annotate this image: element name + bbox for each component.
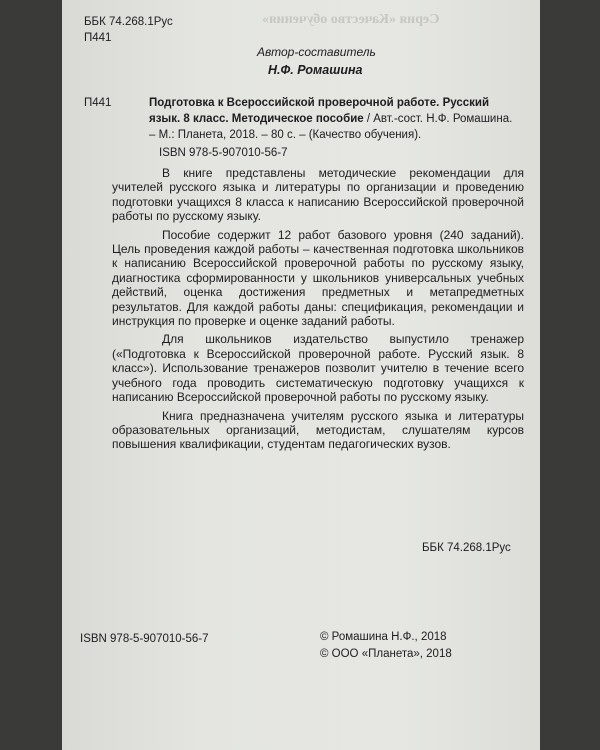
copyright-author: © Ромашина Н.Ф., 2018 [320, 631, 447, 643]
author-label: Автор-составитель [257, 45, 376, 59]
bbk-code-bottom: ББК 74.268.1Рус [422, 542, 511, 554]
annotation-paragraph: В книге представлены методические рекомендации для учителей русского языка и литературы по организации и проведению подготовки учащихся 8 класса к написанию Всероссийской проверочной работы по русскому языку. [112, 166, 524, 224]
catalog-code: П441 [84, 97, 112, 109]
isbn-bottom: ISBN 978-5-907010-56-7 [80, 633, 209, 645]
bbk-code-top: ББК 74.268.1Рус [84, 16, 173, 28]
annotation-paragraph: Для школьников издательство выпустило тренажер («Подготовка к Всероссийской проверочной работе. Русский язык. 8 класс»). Использование тренажеров позволит учителю в течение всего учебного года проводить систематическую подготовку учащихся к написанию Всероссийской проверочной работы по русскому языку. [112, 332, 524, 405]
catalog-title: Подготовка к Всероссийской проверочной работе. Русский язык. 8 класс. Методическое пособие [149, 97, 490, 125]
catalog-imprint: / Авт.-сост. Н.Ф. Ромашина. – М.: Планета, 2018. – 80 с. – (Качество обучения). [149, 113, 513, 141]
copyright-publisher: © ООО «Планета», 2018 [320, 648, 452, 660]
show-through-series: Серия «Качество обучения» [262, 12, 440, 27]
annotation-paragraph: Книга предназначена учителям русского языка и литературы образовательных организаций, методистам, слушателям курсов повышения квалификации, студентам педагогических вузов. [112, 408, 524, 452]
book-page [62, 0, 540, 750]
catalog-isbn: ISBN 978-5-907010-56-7 [159, 147, 288, 159]
udc-code-top: П441 [84, 32, 112, 44]
catalog-entry [149, 95, 521, 143]
annotation [112, 166, 524, 456]
author-name: Н.Ф. Ромашина [268, 63, 363, 77]
annotation-paragraph: Пособие содержит 12 работ базового уровня (240 заданий). Цель проведения каждой работы – качественная подготовка школьников к написанию Всероссийской проверочной работы по русскому языку, диагностика сформированности у школьников универсальных учебных действий, оценка достижения предметных и метапредметных результатов. Для каждой работы даны: спецификация, рекомендации и инструкция по проверке и оценке заданий работы. [112, 227, 524, 329]
